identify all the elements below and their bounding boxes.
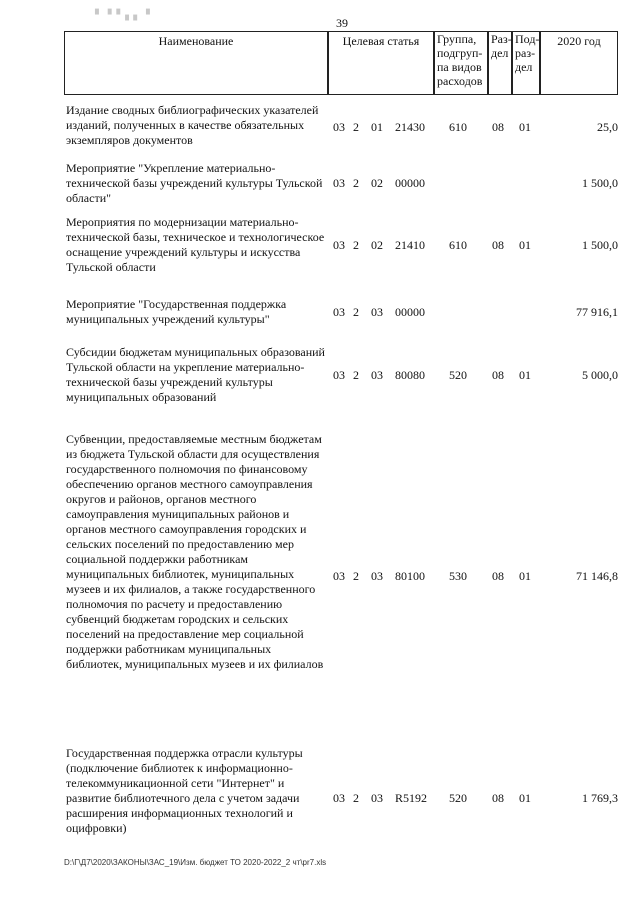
row-name: Мероприятия по модернизации материально-технической базы, техническое и технологическое оснащение учреждений культуры и искусства Тульской области: [66, 215, 325, 274]
row-direction: 00000: [395, 305, 425, 319]
header-year: 2020 год: [540, 31, 618, 95]
row-group: 530: [449, 569, 467, 583]
row-program: 03: [333, 120, 345, 134]
header-subsection: Под- раз- дел: [512, 31, 540, 95]
row-section: 08: [492, 791, 504, 805]
row-direction: 00000: [395, 176, 425, 190]
row-subsection: 01: [519, 238, 531, 252]
row-section: 08: [492, 368, 504, 382]
row-amount: 1 500,0: [582, 176, 618, 190]
header-target-article: Целевая статья: [328, 31, 434, 95]
page-number: 39: [336, 16, 348, 30]
row-program: 03: [333, 176, 345, 190]
row-subprogram: 2: [353, 368, 359, 382]
row-direction: 80100: [395, 569, 425, 583]
row-group: 610: [449, 120, 467, 134]
row-activity: 01: [371, 120, 383, 134]
row-name: Мероприятие "Государственная поддержка муниципальных учреждений культуры": [66, 297, 287, 326]
row-subprogram: 2: [353, 176, 359, 190]
row-direction: 21410: [395, 238, 425, 252]
header-group: Группа, подгруп- па видов расходов: [434, 31, 488, 95]
row-program: 03: [333, 569, 345, 583]
row-subprogram: 2: [353, 238, 359, 252]
row-activity: 03: [371, 791, 383, 805]
row-subprogram: 2: [353, 791, 359, 805]
row-activity: 03: [371, 569, 383, 583]
row-subsection: 01: [519, 791, 531, 805]
row-name: Субвенции, предоставляемые местным бюджетам из бюджета Тульской области для осуществления государственного полномочия по финансовому обеспечению органов местного самоуправления округов и районов, органов местного самоуправления муниципальных районов и органов местного самоуправления городских и сельских поселений по предоставлению мер социальной поддержки работникам муниципальных библиотек, муниципальных музеев и их филиалов, а также государственного полномочия по расчету и предоставлению субвенций бюджетам городских и сельских поселений на предоставление мер социальной поддержки работникам муниципальных библиотек, муниципальных музеев и их филиалов: [66, 432, 324, 671]
row-subsection: 01: [519, 120, 531, 134]
row-activity: 02: [371, 176, 383, 190]
row-group: 610: [449, 238, 467, 252]
row-direction: 80080: [395, 368, 425, 382]
row-activity: 03: [371, 368, 383, 382]
row-subprogram: 2: [353, 120, 359, 134]
row-name: Субсидии бюджетам муниципальных образований Тульской области на укрепление материально-технической базы учреждений культуры муниципальных образований: [66, 345, 325, 404]
row-name: Издание сводных библиографических указателей изданий, полученных в качестве обязательных экземпляров документов: [66, 103, 319, 147]
row-subsection: 01: [519, 569, 531, 583]
row-activity: 03: [371, 305, 383, 319]
row-direction: 21430: [395, 120, 425, 134]
header-section: Раз- дел: [488, 31, 512, 95]
row-program: 03: [333, 305, 345, 319]
row-group: 520: [449, 791, 467, 805]
row-activity: 02: [371, 238, 383, 252]
row-program: 03: [333, 791, 345, 805]
row-subprogram: 2: [353, 569, 359, 583]
row-section: 08: [492, 569, 504, 583]
row-amount: 1 500,0: [582, 238, 618, 252]
row-amount: 77 916,1: [576, 305, 618, 319]
row-section: 08: [492, 238, 504, 252]
row-name: Государственная поддержка отрасли культуры (подключение библиотек к информационно-телекоммуникационной сети "Интернет" и развитие библиотечного дела с учетом задачи расширения информационных технологий и оцифровки): [66, 746, 303, 835]
header-name: Наименование: [64, 31, 328, 95]
row-program: 03: [333, 238, 345, 252]
row-direction: R5192: [395, 791, 428, 805]
row-amount: 25,0: [597, 120, 618, 134]
row-section: 08: [492, 120, 504, 134]
row-subprogram: 2: [353, 305, 359, 319]
row-name: Мероприятие "Укрепление материально-технической базы учреждений культуры Тульской области": [66, 161, 323, 205]
row-amount: 5 000,0: [582, 368, 618, 382]
scan-artifact: ▘▝▝▗ ▖▝: [95, 10, 151, 21]
row-program: 03: [333, 368, 345, 382]
file-path-footer: D:\Г\Д7\2020\ЗАКОНЫ\ЗАС_19\Изм. бюджет ТО 2020-2022_2 чт\pr7.xls: [64, 858, 327, 867]
row-amount: 71 146,8: [576, 569, 618, 583]
row-group: 520: [449, 368, 467, 382]
row-subsection: 01: [519, 368, 531, 382]
row-amount: 1 769,3: [582, 791, 618, 805]
